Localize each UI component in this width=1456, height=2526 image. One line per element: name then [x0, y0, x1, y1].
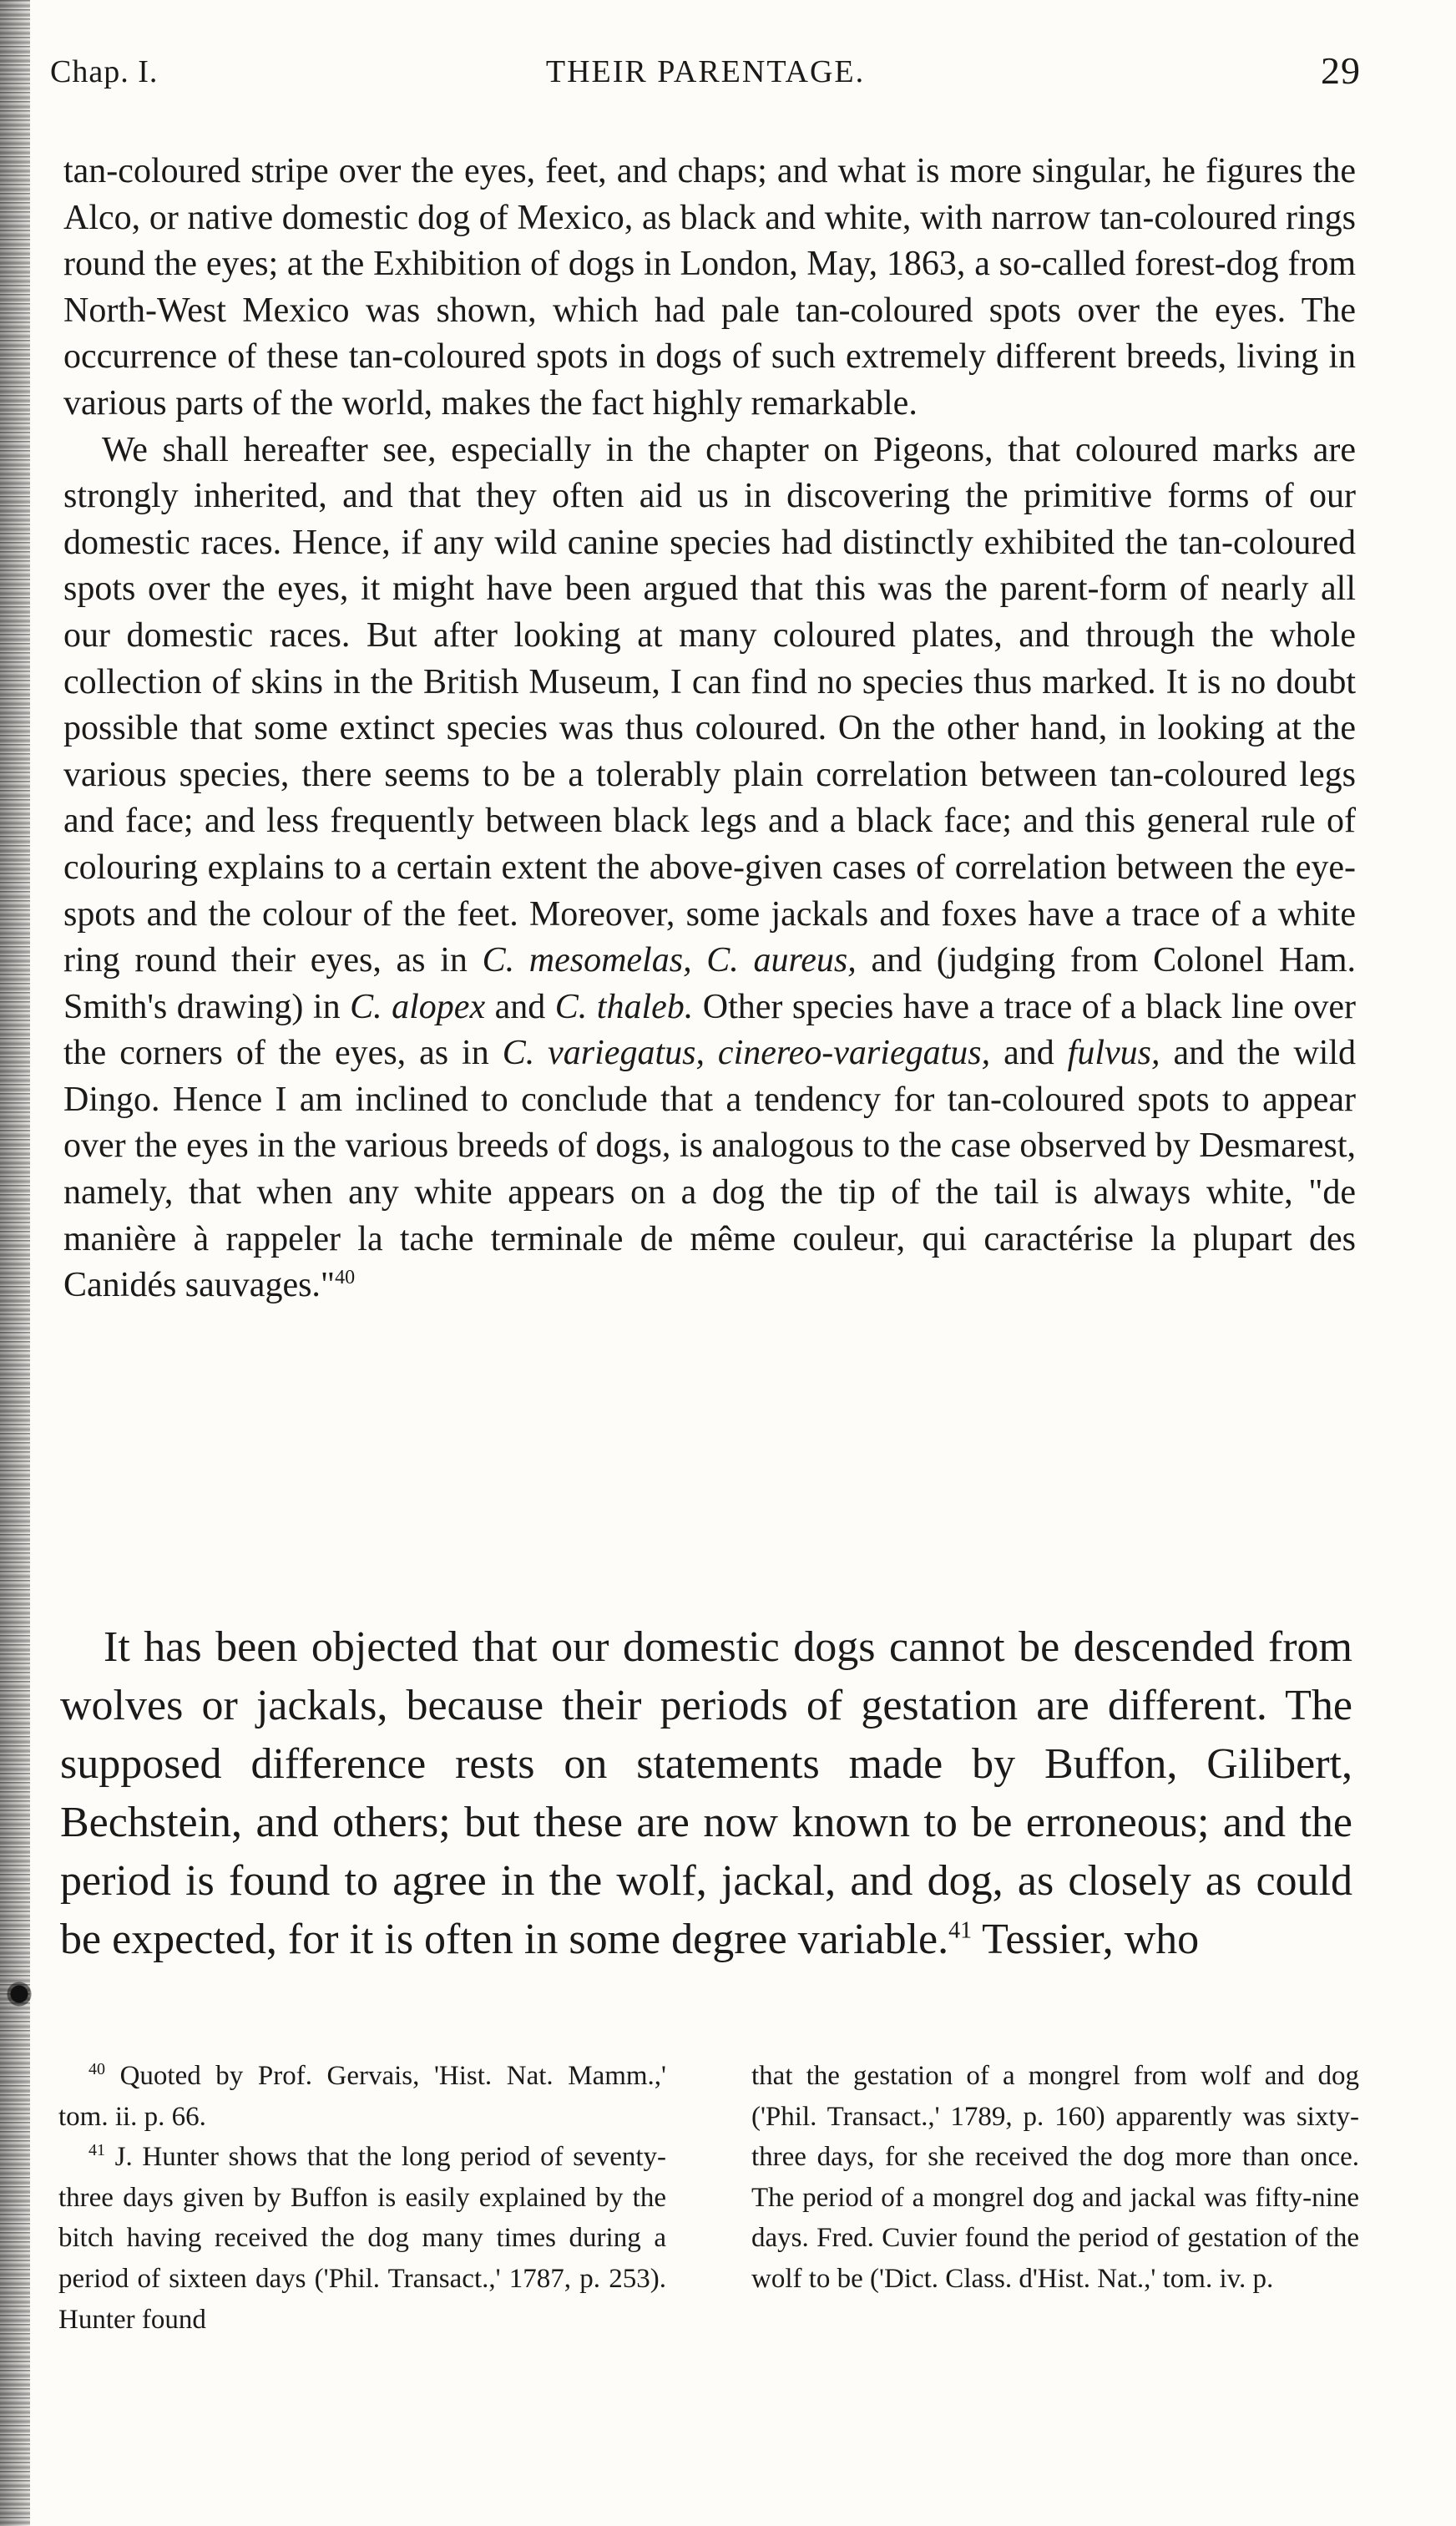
footnote-number: 41 — [88, 2141, 105, 2160]
text-run: Other species have a trace of a black line over the corners of the eyes, as in — [63, 987, 1357, 1073]
footnote-text: J. Hunter shows that the long period of seventy-three days given by Buffon is easily explained by the bitch having received the dog many times during a period of sixteen days ('Phil. Transact.,' 1787, p. 253). Hunter found — [58, 2142, 666, 2335]
footnote-number: 40 — [88, 2060, 105, 2078]
page-number: 29 — [1321, 49, 1361, 92]
footnote-column-left — [58, 2056, 666, 2432]
text-run: Tessier, who — [972, 1916, 1200, 1963]
chapter-label: Chap. I. — [50, 54, 159, 89]
ink-blot — [3, 1977, 35, 2011]
large-paragraph — [60, 1618, 1352, 1969]
paragraph-1: tan-coloured stripe over the eyes, feet, and chaps; and what is more singular, he figures the Alco, or native domestic dog of Mexico, as black and white, with narrow tan-coloured rings round the eyes; at the Exhibition of dogs in London, May, 1863, a so-called forest-dog from North-West Mexico was shown, which had pale tan-coloured spots over the eyes. The occurrence of these tan-coloured spots in dogs of such extremely different breeds, living in various parts of the world, makes the fact highly remarkable. — [63, 152, 1356, 423]
species-name: C. thaleb. — [554, 987, 694, 1026]
text-run — [692, 941, 707, 980]
text-run: It has been objected that our domestic dogs cannot be descended from wolves or jackals, because their periods of gestation are different. The supposed difference rests on statements made by Buffon, Gilibert, Bechstein, and others; but these are now known to be erroneous; and the period is found to agree in the wolf, jackal, and dog, as closely as could be expected, for it is often in some degree variable. — [60, 1623, 1352, 1963]
footnote-41 — [58, 2137, 666, 2340]
footnote-column-right — [751, 2056, 1359, 2432]
paragraph-2 — [63, 428, 1356, 1309]
species-name: C. mesomelas, — [482, 941, 692, 980]
text-run: and — [485, 987, 555, 1026]
footnote-ref[interactable]: 41 — [948, 1917, 973, 1944]
footnote-ref[interactable]: 40 — [335, 1267, 356, 1289]
footnote-41-continued: that the gestation of a mongrel from wolf and dog ('Phil. Transact.,' 1789, p. 160) apparently was sixty-three days, for she received the dog more than once. The period of a mongrel dog and jackal was fifty-nine days. Fred. Cuvier found the period of gestation of the wolf to be ('Dict. Class. d'Hist. Nat.,' tom. iv. p. — [751, 2061, 1359, 2294]
footnotes — [58, 2056, 1359, 2432]
species-name: C. variegatus, cinereo-variegatus, — [502, 1034, 991, 1073]
running-header — [50, 48, 1361, 99]
species-name: C. alopex — [350, 987, 486, 1026]
species-name: fulvus, — [1067, 1034, 1160, 1073]
main-text — [63, 149, 1356, 1309]
text-run: We shall hereafter see, especially in the chapter on Pigeons, that coloured marks are strongly inherited, and that they often aid us in discovering the primitive forms of our domestic races. Hence, if any wild canine species had distinctly exhibited the tan-coloured spots over the eyes, it might have been argued that this was the parent-form of nearly all our domestic races. But after looking at many coloured plates, and through the whole collection of skins in the British Museum, I can find no species thus marked. It is no doubt possible that some extinct species was thus coloured. On the other hand, in looking at the various species, there seems to be a tolerably plain correlation between tan-coloured legs and face; and less frequently between black legs and a black face; and this general rule of colouring explains to a certain extent the above-given cases of correlation between the eye-spots and the colour of the feet. Moreover, some jackals and foxes have a trace of a white ring round their eyes, as in — [63, 430, 1356, 980]
text-run: and (judging from Colonel Ham. Smith's drawing) in — [63, 941, 1356, 1026]
binding-gutter — [0, 0, 30, 2526]
text-run: and the wild Dingo. Hence I am inclined to conclude that a tendency for tan-coloured spots to appear over the eyes in the various breeds of dogs, is analogous to the case observed by Desmarest, namely, that when any white appears on a dog the tip of the tail is always white, "de manière à rappeler la tache terminale de même couleur, qui caractérise la plupart des Canidés sauvages." — [63, 1034, 1356, 1305]
species-name: C. aureus, — [706, 941, 857, 980]
footnote-text: Quoted by Prof. Gervais, 'Hist. Nat. Mamm.,' tom. ii. p. 66. — [58, 2061, 666, 2132]
text-run: and — [990, 1034, 1068, 1073]
footnote-40 — [58, 2056, 666, 2137]
running-title: THEIR PARENTAGE. — [545, 54, 866, 89]
